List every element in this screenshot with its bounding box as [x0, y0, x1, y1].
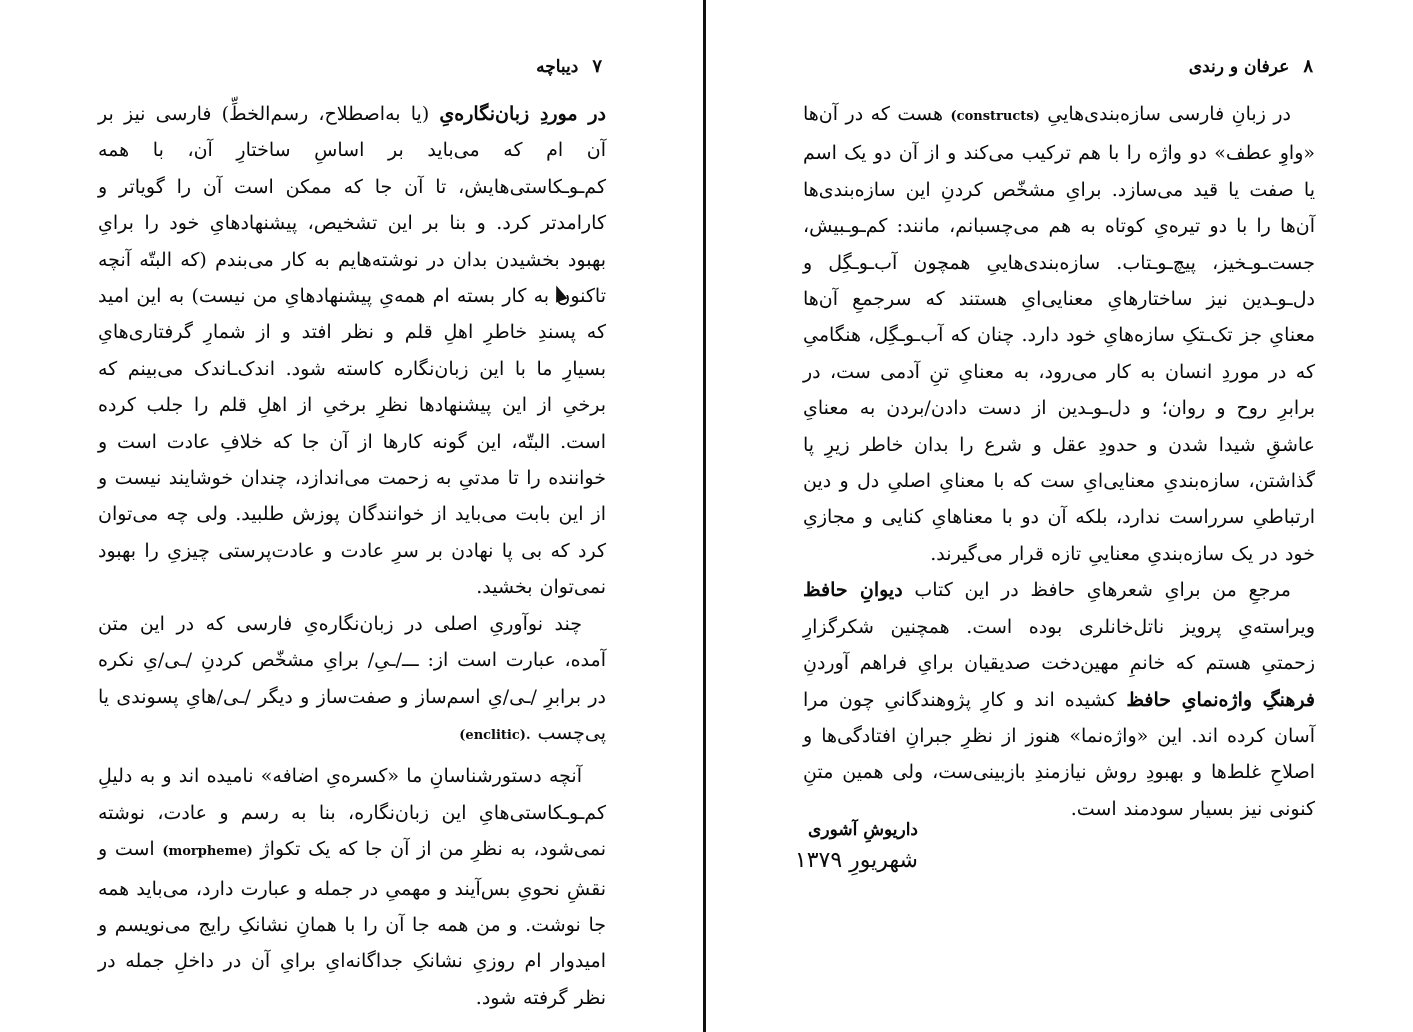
page-body	[98, 96, 606, 1016]
left-page	[0, 0, 705, 1032]
paragraph-text: در زبانِ فارسی سازه‌بندی‌هاییِ	[1047, 103, 1291, 125]
paragraph-text: هست که در آن‌ها «واوِ عطف» دو واژه را با هم ترکیب می‌کند و از آن دو یک اسم یا صفت یا قید می‌سازد. برایِ مشخّص کردنِ این سازه‌بندی‌ها آن‌ها را با دو تیره‌یِ کوتاه به هم می‌چسبانم، مانند: کم‌ـو‌ـبیش، جست‌ـو‌ـخیز، پیچ‌ـو‌ـتاب. سازه‌بندی‌هاییِ همچون آب‌ـو‌ـگِل و دل‌ـو‌ـدین نیز ساختارهایِ معنایی‌ایِ هستند که سرجمعِ آن‌ها معنایِ جز تک‌ـتکِ سازه‌هایِ خود دارد. چنان که آب‌ـو‌ـگِل، هنگامیِ که در موردِ انسان به کار می‌رود، به معنایِ تنِ آدمی ست، در برابرِ روح و روان؛ و دل‌ـو‌ـدین از دست دادن/بردن به معنایِ عاشقِ شیدا شدن و حدودِ عقل و شرع را بدان خاطر زیرِ پا گذاشتن، سازه‌بندیِ معنایی‌ایِ ست که با معنایِ اصلیِ دل و دین ارتباطیِ سرراست ندارد، بلکه آن دو با معناهایِ کنایی و مجازیِ خود در یک سازه‌بندیِ معناییِ تازه قرار می‌گیرند.	[803, 103, 1315, 565]
bold-phrase: در موردِ زبان‌نگاره‌یِ	[439, 103, 606, 125]
book-title: دیوانِ حافظ	[803, 579, 903, 602]
page-number: ۸	[1303, 56, 1313, 77]
latin-term: (enclitic).	[459, 727, 531, 743]
paragraph	[98, 96, 606, 606]
paragraph	[98, 758, 606, 1016]
latin-term: (morpheme)	[162, 844, 253, 860]
page-number: ۷	[592, 56, 602, 77]
right-page	[709, 0, 1413, 1032]
paragraph	[98, 606, 606, 755]
page-header	[805, 56, 1313, 84]
signature-date: شهریورِ ۱۳۷۹	[794, 848, 918, 873]
paragraph-text: چند نوآوریِ اصلی در زبان‌نگاره‌یِ فارسی که در این متن آمده، عبارت است از: ـــ/ـیِ/ برایِ مشخّص کردنِ /ـی/یِ نکره در برابرِ /ـی/یِ اسم‌ساز و صفت‌ساز و دیگر /ـی/هایِ پسوندی یا پی‌چسب	[98, 612, 606, 744]
chapter-title: دیباچه	[536, 57, 579, 77]
book-spine-divider	[703, 0, 706, 1032]
paragraph-text: کشیده اند و کارِ پژوهندگانیِ چون مرا آسان کرده اند. این «واژه‌نما» هنوز از نظرِ جبرانِ افتادگی‌ها و اصلاحِ غلط‌ها و بهبودِ روش نیازمندِ بازبینی‌ست، ولی همین متنِ کنونی نیز بسیار سودمند است.	[803, 688, 1315, 820]
page-header	[96, 56, 602, 84]
paragraph-text: (یا به‌اصطلاح، رسم‌الخطِّ) فارسی نیز بر آن ام که می‌باید بر اساسِ ساختارِ آن، با همه کم‌ـو‌ـکاستی‌هایش، تا آن جا که ممکن است آن را گویاتر و کارامدتر کرد. و بنا بر این تشخیص، پیشنهادهایِ خود را برایِ بهبود بخشیدن بدان در نوشته‌هایم به کار می‌بندم (که البتّه آنچه تاکنون به کار بسته ام همه‌یِ پیشنهادهایِ من نیست) به این امید که پسندِ خاطرِ اهلِ قلم و نظر افتد و از شمارِ گرفتاری‌هایِ بسیارِ ما با این زبان‌نگاره کاسته شود. اندک‌ـاندک می‌بینم که برخیِ از این پیشنهادها نظرِ برخیِ از اهلِ قلم را جلب کرده است. البتّه، این گونه کارها از آن جا که خلافِ عادت است و خواننده را تا مدتیِ به زحمت می‌اندازد، چندان خوشایند نیست و از این بابت می‌باید از خوانندگان پوزش طلبید. ولی چه می‌توان کرد که بی پا نهادن بر سرِ عادت و عادت‌پرستی چیزیِ را بهبود نمی‌توان بخشید.	[98, 103, 606, 599]
paragraph-text: مرجعِ من برایِ شعرهایِ حافظ در این کتاب	[914, 579, 1291, 602]
book-title: فرهنگِ واژه‌نمایِ حافظ	[1126, 688, 1315, 711]
paragraph-text: است و نقشِ نحویِ بس‌آیند و مهمیِ در جمله و عبارت دارد، می‌باید همه جا نوشت. و من همه جا آن را با همانِ نشانکِ رایج می‌نویسم و امیدوار ام روزیِ نشانکِ جداگانه‌ایِ برایِ آن در داخلِ جمله در نظر گرفته شود.	[98, 838, 606, 1009]
paragraph-text: آنچه دستورشناسانِ ما «کسره‌یِ اضافه» نامیده اند و به دلیلِ کم‌ـو‌ـکاستی‌هایِ این زبان‌نگاره، بنا به رسم و عادت، نوشته نمی‌شود، به نظرِ من از آن جا که یک تکواژ	[98, 765, 606, 861]
paragraph	[803, 572, 1315, 827]
latin-term: (constructs)	[950, 109, 1040, 124]
paragraph-text: ویراسته‌یِ پرویز ناتل‌خانلری بوده است. همچنین شکرگزارِ زحمتیِ هستم که خانمِ مهین‌دخت صدیقیان برایِ فراهم آوردنِ	[803, 615, 1315, 675]
paragraph	[803, 96, 1315, 572]
author-signature: داریوشِ آشوری	[808, 820, 918, 840]
chapter-title: عرفان و رندی	[1188, 57, 1290, 77]
page-body	[803, 96, 1315, 827]
